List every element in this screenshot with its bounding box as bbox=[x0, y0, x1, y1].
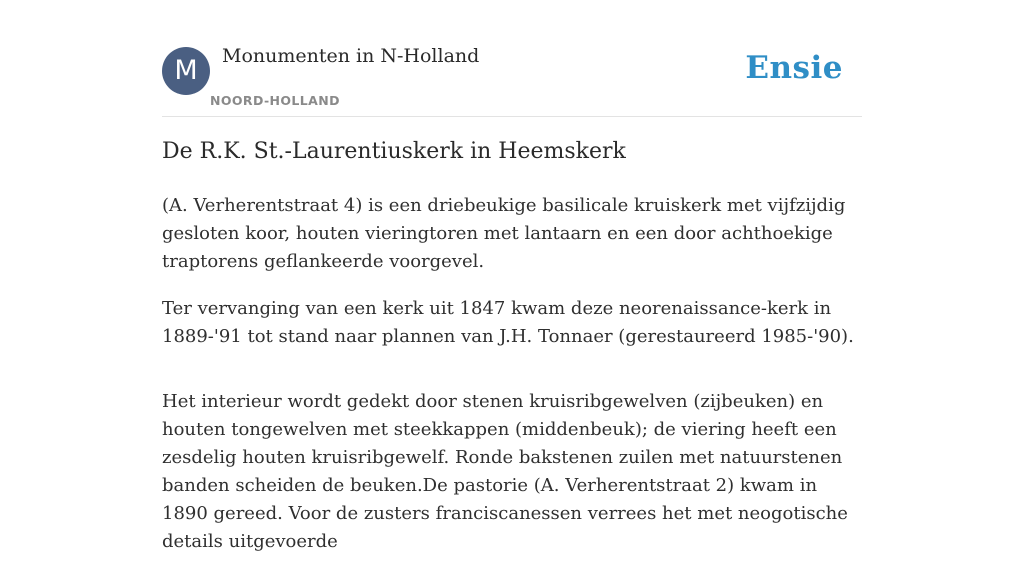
article-paragraph: Het interieur wordt gedekt door stenen kruisribgewelven (zijbeuken) en houten tongewelven met steekkappen (middenbeuk); de viering heeft een zesdelig houten kruisribgewelf. Ronde bakstenen zuilen met natuurstenen banden scheiden de beuken.De pastorie (A. Verherentstraat 2) kwam in 1890 gereed. Voor de zusters franciscanessen verrees het met neogotische details uitgevoerde bbox=[162, 391, 848, 552]
site-category[interactable]: NOORD-HOLLAND bbox=[210, 93, 340, 108]
site-title[interactable]: Monumenten in N-Holland bbox=[222, 45, 480, 67]
article-body bbox=[162, 192, 862, 575]
avatar[interactable]: M bbox=[162, 47, 210, 95]
ensie-logo[interactable]: Ensie bbox=[745, 50, 843, 86]
page bbox=[162, 0, 862, 552]
article-title: De R.K. St.-Laurentiuskerk in Heemskerk bbox=[162, 139, 626, 164]
article-paragraph: (A. Verherentstraat 4) is een driebeukige basilicale kruiskerk met vijfzijdig gesloten koor, houten vieringtoren met lantaarn en een door achthoekige traptorens geflankeerde voorgevel. bbox=[162, 195, 846, 272]
article-paragraph: Ter vervanging van een kerk uit 1847 kwam deze neorenaissance-kerk in 1889-'91 tot stand naar plannen van J.H. Tonnaer (gerestaureerd 1985-'90). bbox=[162, 298, 854, 347]
header bbox=[162, 0, 862, 117]
